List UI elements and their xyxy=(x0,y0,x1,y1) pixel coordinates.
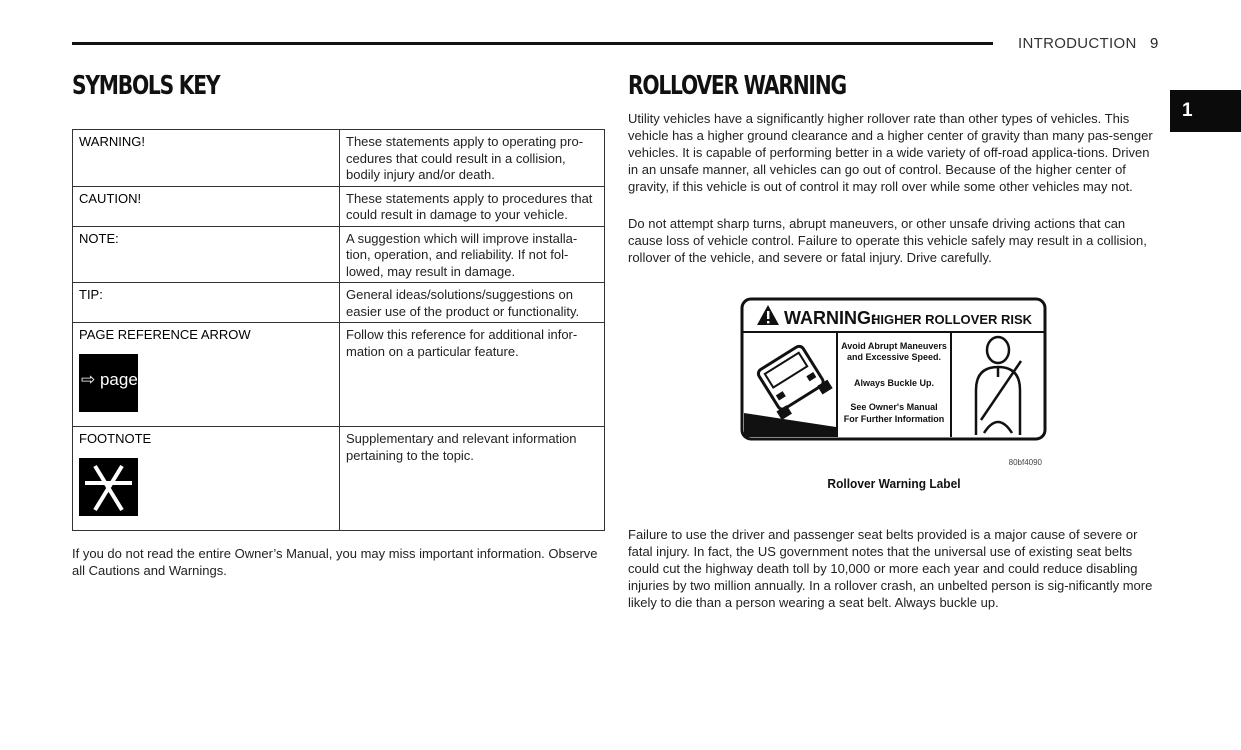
desc-tip: General ideas/solutions/suggestions on easier use of the product or functionality. xyxy=(340,283,605,323)
term-warning: WARNING! xyxy=(73,130,340,187)
rollover-label-svg xyxy=(736,295,1051,471)
table-row xyxy=(73,186,605,226)
label-line-1b: and Excessive Speed. xyxy=(846,352,942,362)
owners-manual-note: If you do not read the entire Owner’s Manual, you may miss important information. Observe all Cautions and Warnings. xyxy=(72,546,598,578)
header-rule xyxy=(72,42,993,45)
label-line-3b: For Further Information xyxy=(843,414,945,424)
label-line-3a: See Owner's Manual xyxy=(850,402,938,412)
rollover-warning-title: ROLLOVER WARNING xyxy=(628,71,846,101)
label-line-2: Always Buckle Up. xyxy=(853,378,935,388)
header-section-title: INTRODUCTION xyxy=(1018,35,1137,52)
table-row xyxy=(73,323,605,427)
table-row xyxy=(73,130,605,187)
term-page-reference xyxy=(73,323,340,427)
symbols-key-table xyxy=(72,129,605,531)
term-footnote-label: FOOTNOTE xyxy=(79,431,152,446)
label-line-1a: Avoid Abrupt Maneuvers xyxy=(841,341,947,351)
table-row xyxy=(73,226,605,283)
footnote-icon xyxy=(79,458,138,516)
term-footnote xyxy=(73,427,340,531)
term-caution: CAUTION! xyxy=(73,186,340,226)
rollover-paragraph-3: Failure to use the driver and passenger seat belts provided is a major cause of severe or fatal injury. In fact, the US government notes that the universal use of existing seat belts could cut the highway death toll by 10,000 or more each year and could reduce disabling injuries by two million annually. In a rollover crash, an unbelted person is sig-nificantly more likely to die than a person wearing a seat belt. Always buckle up. xyxy=(628,527,1153,610)
rollover-label-caption: Rollover Warning Label xyxy=(827,476,961,491)
label-headline: HIGHER ROLLOVER RISK xyxy=(871,312,1033,327)
term-page-reference-label: PAGE REFERENCE ARROW xyxy=(79,327,251,342)
rollover-paragraph-1: Utility vehicles have a significantly higher rollover rate than other types of vehicles. This vehicle has a higher ground clearance and a higher center of gravity than many pas-senger vehicles. It is capable of performing better in a wide variety of off-road applica-tions. Driven in an unsafe manner, all vehicles can go out of control. Because of the higher center of gravity, if this vehicle is out of control it may roll over while some other vehicles may not. xyxy=(628,111,1153,194)
desc-warning: These statements apply to operating pro-cedures that could result in a collision, bodily injury and/or death. xyxy=(340,130,605,187)
table-row xyxy=(73,427,605,531)
desc-caution: These statements apply to procedures that could result in damage to your vehicle. xyxy=(340,186,605,226)
term-note: NOTE: xyxy=(73,226,340,283)
page-reference-arrow-icon: ⇨ page xyxy=(79,354,138,412)
label-warning-word: WARNING: xyxy=(784,308,877,328)
rollover-warning-label-image xyxy=(736,295,1051,471)
rollover-paragraph-2: Do not attempt sharp turns, abrupt maneuvers, or other unsafe driving actions that can cause loss of vehicle control. Failure to operate this vehicle safely may result in a collision, rollover of the vehicle, and severe or fatal injury. Drive carefully. xyxy=(628,216,1147,265)
desc-footnote: Supplementary and relevant information pertaining to the topic. xyxy=(340,427,605,531)
desc-page-reference: Follow this reference for additional infor-mation on a particular feature. xyxy=(340,323,605,427)
term-tip: TIP: xyxy=(73,283,340,323)
page-number: 9 xyxy=(1150,35,1159,52)
symbols-key-title: SYMBOLS KEY xyxy=(72,71,220,101)
desc-note: A suggestion which will improve installa-tion, operation, and reliability. If not fol-lowed, may result in damage. xyxy=(340,226,605,283)
label-image-code: 80bf4090 xyxy=(1008,458,1042,467)
chapter-tab: 1 xyxy=(1170,90,1241,132)
table-row xyxy=(73,283,605,323)
